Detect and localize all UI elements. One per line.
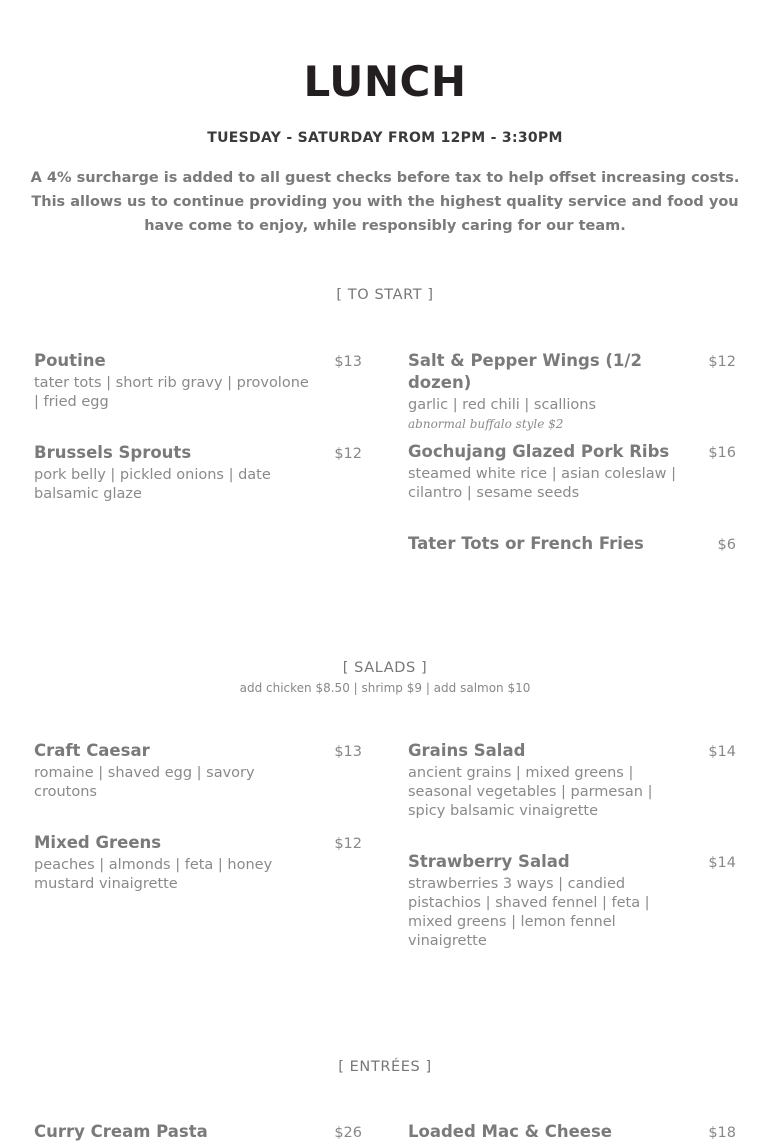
item-description: romaine | shaved egg | savory croutons bbox=[34, 765, 255, 800]
item-name: Loaded Mac & Cheese bbox=[408, 1122, 613, 1141]
section-title-salads: [ SALADS ] bbox=[342, 660, 428, 676]
menu-item bbox=[34, 740, 362, 802]
item-description: garlic | red chili | scallions bbox=[408, 397, 597, 413]
menu-item bbox=[34, 1121, 362, 1143]
item-description: peaches | almonds | feta | honey mustard vinaigrette bbox=[34, 857, 273, 892]
menu-item bbox=[34, 832, 362, 894]
item-name: Salt & Pepper Wings (1/2 dozen) bbox=[408, 351, 642, 392]
menu-item bbox=[408, 441, 736, 503]
item-price: $6 bbox=[717, 537, 736, 553]
item-name: Tater Tots or French Fries bbox=[408, 534, 644, 553]
item-name: Strawberry Salad bbox=[408, 852, 570, 871]
menu-item bbox=[408, 1121, 736, 1143]
item-price: $16 bbox=[708, 445, 736, 461]
menu-title: LUNCH bbox=[303, 57, 467, 106]
item-description: strawberries 3 ways | candied pistachios | shaved fennel | feta | mixed greens | lemon fennel vinaigrette bbox=[408, 876, 650, 949]
menu-item bbox=[408, 533, 736, 555]
item-description: steamed white rice | asian coleslaw | cilantro | sesame seeds bbox=[408, 466, 676, 501]
item-price: $12 bbox=[334, 446, 362, 462]
item-description: pork belly | pickled onions | date balsamic glaze bbox=[34, 467, 271, 502]
item-name: Craft Caesar bbox=[34, 741, 150, 760]
item-name: Mixed Greens bbox=[34, 833, 162, 852]
item-name: Curry Cream Pasta bbox=[34, 1122, 208, 1141]
item-name: Gochujang Glazed Pork Ribs bbox=[408, 442, 670, 461]
item-price: $13 bbox=[334, 354, 362, 370]
menu-item bbox=[408, 350, 736, 431]
section-title-entrees: [ ENTRÉES ] bbox=[338, 1059, 432, 1075]
item-name: Poutine bbox=[34, 351, 106, 370]
item-description: ancient grains | mixed greens | seasonal vegetables | parmesan | spicy balsamic vinaigrette bbox=[408, 765, 653, 819]
item-description: tater tots | short rib gravy | provolone | fried egg bbox=[34, 375, 309, 410]
item-price: $12 bbox=[708, 354, 736, 370]
item-price: $18 bbox=[708, 1125, 736, 1141]
hours-text: TUESDAY - SATURDAY FROM 12PM - 3:30PM bbox=[207, 130, 563, 146]
menu-item bbox=[34, 442, 362, 504]
surcharge-notice: A 4% surcharge is added to all guest checks before tax to help offset increasing costs. This allows us to continue providing you with the highest quality service and food you have come to enjoy, while responsibly caring for our team. bbox=[30, 170, 740, 234]
menu-item bbox=[408, 740, 736, 821]
item-price: $26 bbox=[334, 1125, 362, 1141]
item-name: Brussels Sprouts bbox=[34, 443, 192, 462]
item-price: $13 bbox=[334, 744, 362, 760]
item-note: abnormal buffalo style $2 bbox=[408, 417, 564, 431]
section-title-to-start: [ TO START ] bbox=[336, 287, 434, 303]
item-price: $12 bbox=[334, 836, 362, 852]
item-price: $14 bbox=[708, 855, 736, 871]
item-price: $14 bbox=[708, 744, 736, 760]
menu-item bbox=[34, 350, 362, 412]
menu-item bbox=[408, 851, 736, 951]
item-name: Grains Salad bbox=[408, 741, 526, 760]
salads-addons-note: add chicken $8.50 | shrimp $9 | add salmon $10 bbox=[239, 681, 531, 695]
